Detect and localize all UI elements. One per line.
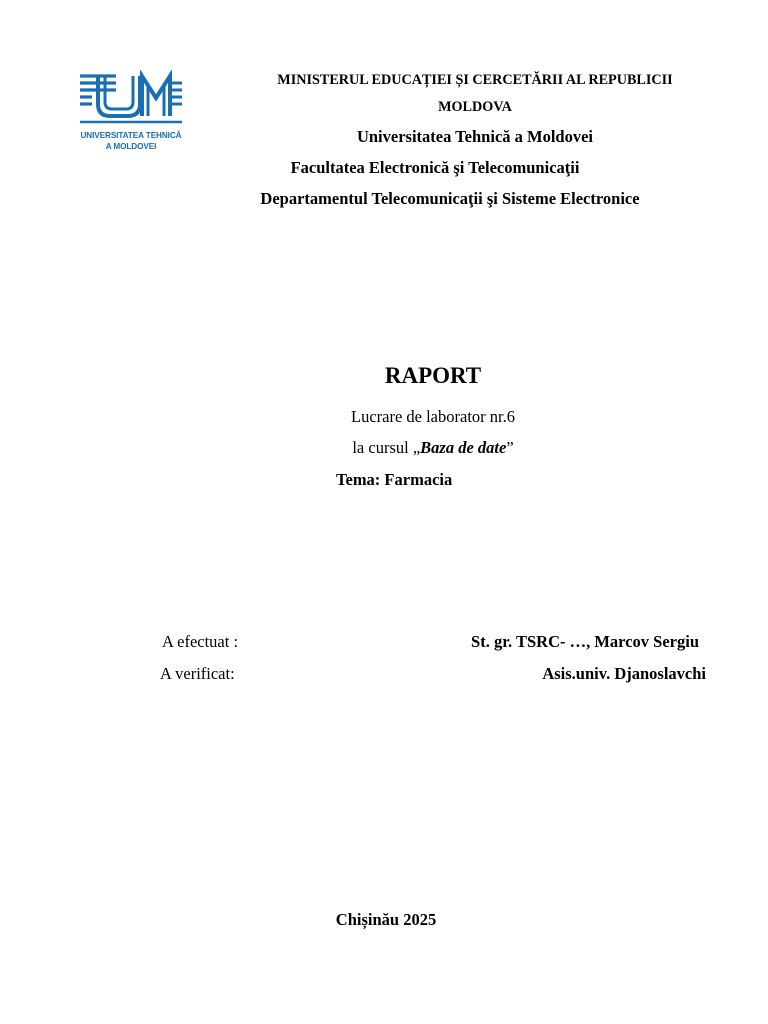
university-logo [76,70,186,160]
performed-by-label: A efectuat : [162,632,239,651]
course-prefix: la cursul „ [352,438,421,457]
utm-logo-icon [76,70,186,128]
faculty-name: Facultatea Electronică şi Telecomunicaţii [290,158,580,177]
ministry-line2: MOLDOVA [438,99,512,115]
ministry-line1: MINISTERUL EDUCAȚIEI ȘI CERCETĂRII AL REPUBLICII [277,72,673,88]
report-topic: Tema: Farmacia [336,470,453,489]
checked-by-value: Asis.univ. Djanoslavchi [542,664,706,683]
performed-by-value: St. gr. TSRC- …, Marcov Sergiu [471,632,699,651]
logo-text-line1: UNIVERSITATEA TEHNICĂ [80,131,182,140]
report-title: RAPORT [384,363,482,388]
logo-text-line2: A MOLDOVEI [105,142,157,151]
place-and-year: Chișinău 2025 [335,910,437,929]
university-name: Universitatea Tehnică a Moldovei [356,127,594,146]
course-suffix: ” [506,438,514,457]
checked-by-label: A verificat: [160,664,235,683]
course-line [283,438,583,458]
course-name: Baza de date [420,438,507,457]
lab-work-number: Lucrare de laborator nr.6 [350,407,515,426]
department-name: Departamentul Telecomunicaţii şi Sisteme Electronice [260,189,640,208]
